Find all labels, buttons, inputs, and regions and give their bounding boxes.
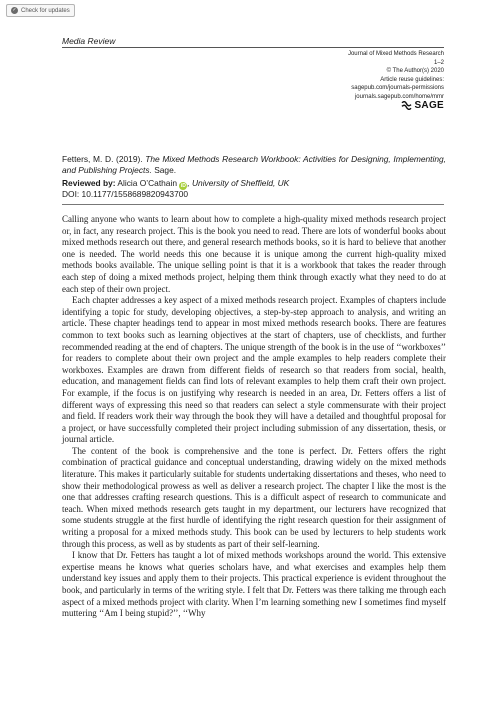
- header-rule: [62, 47, 444, 48]
- sage-mark-icon: [401, 101, 412, 110]
- review-body: [62, 214, 446, 620]
- journal-name: Journal of Mixed Methods Research: [347, 51, 444, 57]
- body-paragraph-2: Each chapter addresses a key aspect of a mixed methods research project. Examples of chapters include identifying a topic for study, developing objectives, a step-by-step approach to analysis, and writing an article. These chapter headings tend to appear in most mixed methods research books. There are features common to text books such as learning objectives at the start of chapters, use of checklists, and further recommended reading at the end of chapters. The unique strength of the book is in the use of ‘‘workboxes’’ for readers to complete about their own project and the ample examples to help readers complete their workboxes. Examples are drawn from different fields of research so that readers from social, health, education, and management fields can find lots of relevant examples to help them craft their own project. For example, if the focus is on justifying why research is needed in an area, Dr. Fetters offers a list of different ways of expressing this need so that readers can select a style commensurate with their project and field. If readers work their way through the book they will have a detailed and thoughtful proposal for a project, or have successfully completed their project including submission of any dissertation, thesis, or journal article.: [62, 295, 446, 445]
- reviewer-affiliation: , University of Sheffield, UK: [187, 178, 290, 188]
- page-range: 1–2: [433, 59, 444, 66]
- body-paragraph-1: Calling anyone who wants to learn about how to complete a high-quality mixed methods research project or, in fact, any research project. This is the book you need to read. There are lots of wonderful books about mixed methods research out there, and general research methods books, so it is hard to believe that another one is needed. The world needs this one because it is unique among the current high-quality mixed methods books available. The unique selling point is that it is a workbook that takes the reader through each step of doing a mixed methods project, helping them think through exactly what they need to do at each step of their own project.: [62, 214, 446, 294]
- reviewer-label: Reviewed by:: [62, 178, 116, 188]
- copyright: © The Author(s) 2020: [386, 68, 444, 75]
- book-citation: [62, 154, 446, 177]
- reviewer-name: Alicia O’Cathain: [117, 178, 177, 188]
- section-label: Media Review: [62, 36, 116, 46]
- journal-info: [274, 50, 444, 102]
- orcid-icon[interactable]: iD: [180, 183, 186, 189]
- body-paragraph-4: I know that Dr. Fetters has taught a lot of mixed methods workshops around the world. This extensive expertise means he knows what queries scholars have, and what exercises and examples help them understand key issues and apply them to their projects. This practical experience is evident throughout the book, and particularly in terms of the writing style. I felt that Dr. Fetters was there talking me through each aspect of a mixed methods project with clarity. When I’m learning something new I sometimes find myself muttering ‘‘Am I being stupid?’’, ‘‘Why: [62, 550, 446, 619]
- citation-authors-year: Fetters, M. D. (2019).: [62, 154, 143, 164]
- sage-wordmark: SAGE: [414, 100, 444, 111]
- check-for-updates-label: Check for updates: [21, 7, 70, 14]
- front-matter-rule: [62, 204, 444, 205]
- journal-home-link[interactable]: journals.sagepub.com/home/mmr: [354, 93, 444, 100]
- citation-book-title: The Mixed Methods Research Workbook: Activities for Designing, Implementing, and Publishing Projects.: [62, 154, 446, 176]
- citation-publisher: Sage.: [154, 165, 177, 176]
- sage-logo: [401, 100, 444, 111]
- check-for-updates-badge[interactable]: [6, 4, 75, 17]
- permissions-link[interactable]: sagepub.com/journals-permissions: [351, 85, 444, 92]
- body-paragraph-3: The content of the book is comprehensive and the tone is perfect. Dr. Fetters offers the right combination of practical guidance and conceptual understanding, drawing widely on the mixed methods literature. This makes it particularly suitable for students undertaking dissertations and theses, who need to show their methodological prowess as well as deliver a research project. The chapter I like the most is the one that addresses crafting research questions. This is a difficult aspect of research to communicate and teach. When mixed methods research gets taught in my department, our lecturers have recognized that some students struggle at the first hurdle of identifying the right research question for their assignment of writing a proposal for a mixed methods study. This book can be used by lecturers to help students work through this process, as well as by students as part of their self-learning.: [62, 445, 446, 549]
- doi[interactable]: DOI: 10.1177/1558689820943700: [62, 189, 189, 199]
- reuse-guidelines-label: Article reuse guidelines:: [380, 76, 444, 83]
- update-check-icon: ✓: [12, 7, 17, 13]
